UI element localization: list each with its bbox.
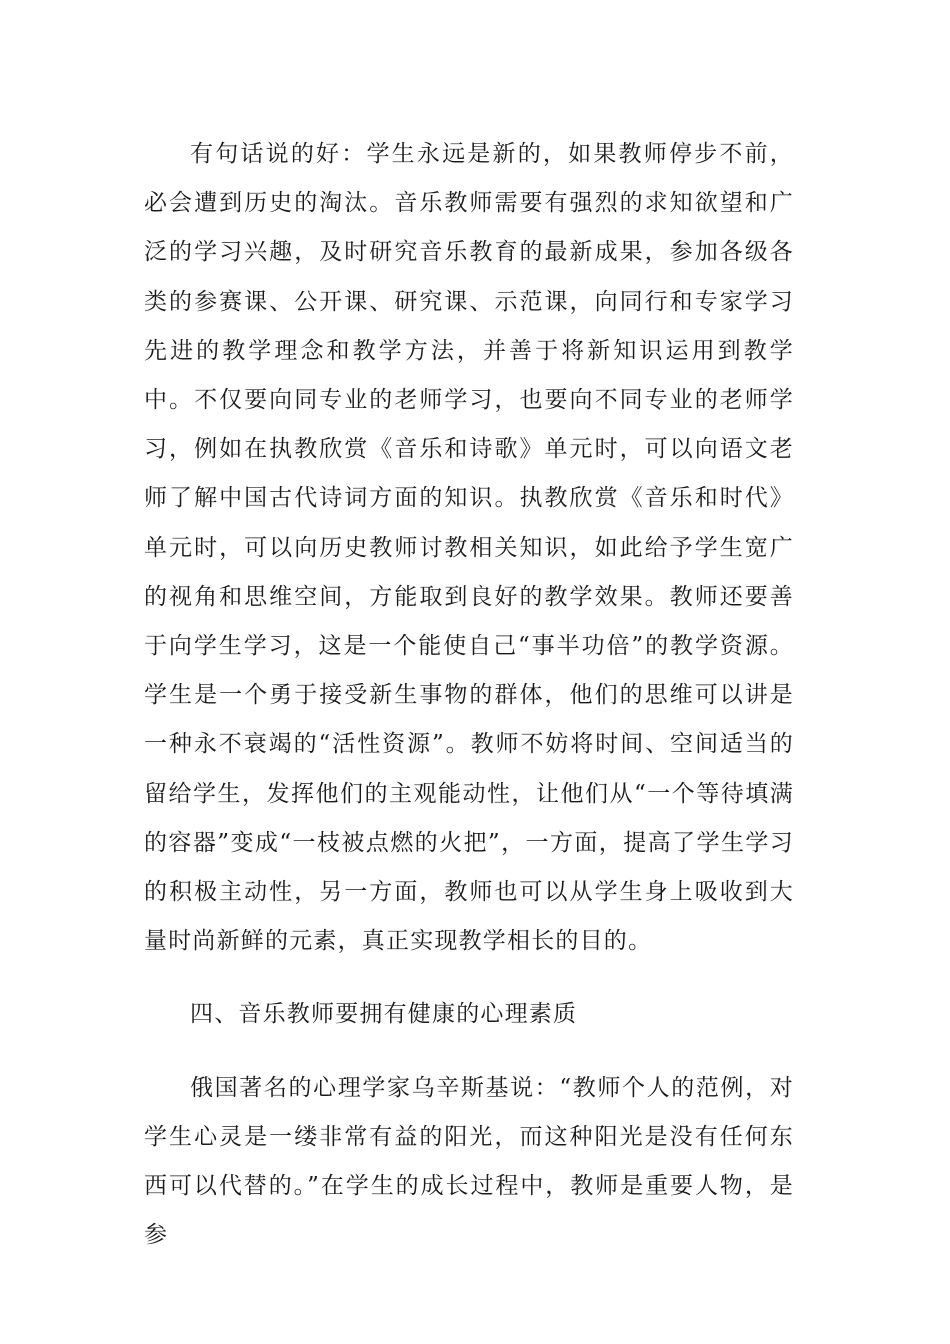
paragraph-spacer: [144, 1040, 794, 1064]
body-paragraph: 有句话说的好：学生永远是新的，如果教师停步不前，必会遭到历史的淘汰。音乐教师需要有强烈的求知欲望和广泛的学习兴趣，及时研究音乐教育的最新成果，参加各级各类的参赛课、公开课、研究课、示范课，向同行和专家学习先进的教学理念和教学方法，并善于将新知识运用到教学中。不仅要向同专业的老师学习，也要向不同专业的老师学习，例如在执教欣赏《音乐和诗歌》单元时，可以向语文老师了解中国古代诗词方面的知识。执教欣赏《音乐和时代》单元时，可以向历史教师讨教相关知识，如此给予学生宽广的视角和思维空间，方能取到良好的教学效果。教师还要善于向学生学习，这是一个能使自己“事半功倍”的教学资源。学生是一个勇于接受新生事物的群体，他们的思维可以讲是一种永不衰竭的“活性资源”。教师不妨将时间、空间适当的留给学生，发挥他们的主观能动性，让他们从“一个等待填满的容器”变成“一枝被点燃的火把”，一方面，提高了学生学习的积极主动性，另一方面，教师也可以从学生身上吸收到大量时尚新鲜的元素，真正实现教学相长的目的。: [144, 141, 794, 955]
section-heading: 四、音乐教师要拥有健康的心理素质: [190, 1001, 578, 1028]
document-body: [144, 130, 794, 1260]
body-paragraph: 俄国著名的心理学家乌辛斯基说：“教师个人的范例，对学生心灵是一缕非常有益的阳光，而这种阳光是没有任何东西可以代替的。”在学生的成长过程中，教师是重要人物，是参: [144, 1074, 794, 1249]
paragraph-spacer: [144, 966, 794, 990]
